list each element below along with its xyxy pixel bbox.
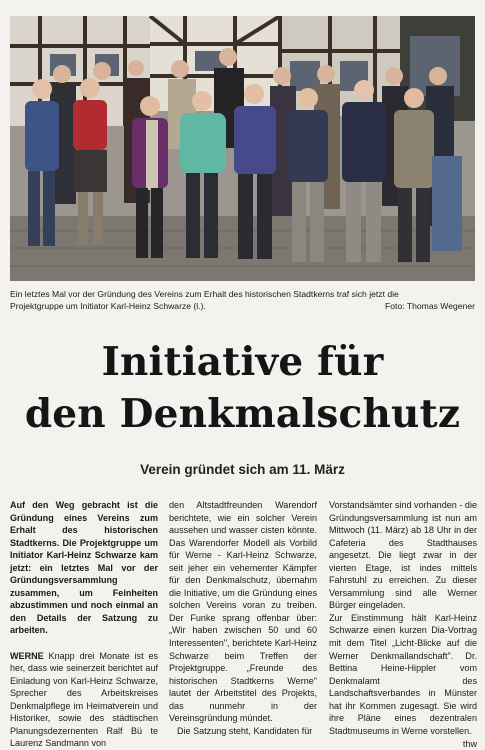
photo-credit: Foto: Thomas Wegener xyxy=(385,301,475,311)
article-intro: Auf den Weg gebracht ist die Gründung eines Vereins zum Erhalt des historischen Stadtkerns. Die Projektgruppe um Initiator Karl-Heinz Schwarze kam jetzt: ein letztes Mal vor der Gründungsversammlung zusammen, um Feinheiten abzustimmen und noch einmal an den Details der Satzung zu arbeiten. xyxy=(10,500,158,636)
subheadline: Verein gründet sich am 11. März xyxy=(140,462,345,477)
article-column-1 xyxy=(10,499,158,750)
author-signature: thw xyxy=(462,738,477,749)
column-3-body-2: Zur Einstimmung hält Karl-Heinz Schwarze einen kurzen Dia-Vortrag mit dem Titel „Licht-Blicke auf die Werner Denkmallandschaft". Dr. Bettina Heine-Hippler vom Denkmalamt des Landschaftsverbandes in Münster hat ihr Kommen zugesagt. Sie wird ihre Pläne eines dezentralen Stadtmuseums in Werne vorstellen. xyxy=(329,612,477,736)
headline-line-1: Initiative für xyxy=(101,339,384,385)
article-column-2 xyxy=(169,499,317,737)
photo-caption xyxy=(10,288,475,312)
headline-line-2: den Denkmalschutz xyxy=(24,391,461,437)
column-1-text xyxy=(10,650,158,750)
column-2-body: den Altstadtfreunden Warendorf berichtete, wie ein solcher Verein aussehen und wasser cisten könnte. Das Warendorfer Modell als Vorbild für Werne - Karl-Heinz Schwarze, seit jeher ein vehementer Kämpfer für den Denkmalschutz, übernahm die Initiative, um die Gründung eines solchen Vereins voran zu treiben. Der Funke sprang offenbar über: „Wir haben zwischen 50 und 60 Interessenten", berichtete Karl-Heinz Schwarze beim Treffen der Projektgruppe. „Freunde des historischen Stadtkerns Werne" lautet der Arbeitstitel des Projekts, das nunmehr in der Vereinsgründung mündet. xyxy=(169,500,317,724)
headline xyxy=(0,336,485,440)
group-photo xyxy=(10,16,475,281)
column-3-body: Vorstandsämter sind vorhanden - die Gründungsversammlung ist nun am Mittwoch (11. März) ab 18 Uhr in der Cafeteria des Stadthauses angesetzt. Die liegt zwar in der vierten Etage, ist indes mittels Fahrstuhl zu erreichen. Zu dieser Versammlung sind alle Werner Bürger eingeladen. xyxy=(329,500,477,611)
dateline: WERNE xyxy=(10,650,44,661)
article-column-3 xyxy=(329,499,477,749)
column-1-body: Knapp drei Monate ist es her, dass wie seinerzeit berichtet auf Einladung von Karl-Heinz Schwarze, Sprecher des Arbeitskreises Denkmalpflege im Heimatverein und Historiker, sowie des städtischen Planungsdezernenten Ralf Bü te Laurenz Sandmann von xyxy=(10,650,158,749)
caption-line-1: Ein letztes Mal vor der Gründung des Vereins zum Erhalt des historischen Stadtkerns traf sich jetzt die xyxy=(10,289,399,299)
caption-line-2: Projektgruppe um Initiator Karl-Heinz Schwarze (l.). xyxy=(10,301,206,311)
column-2-tail: Die Satzung steht, Kandidaten für xyxy=(177,725,313,736)
